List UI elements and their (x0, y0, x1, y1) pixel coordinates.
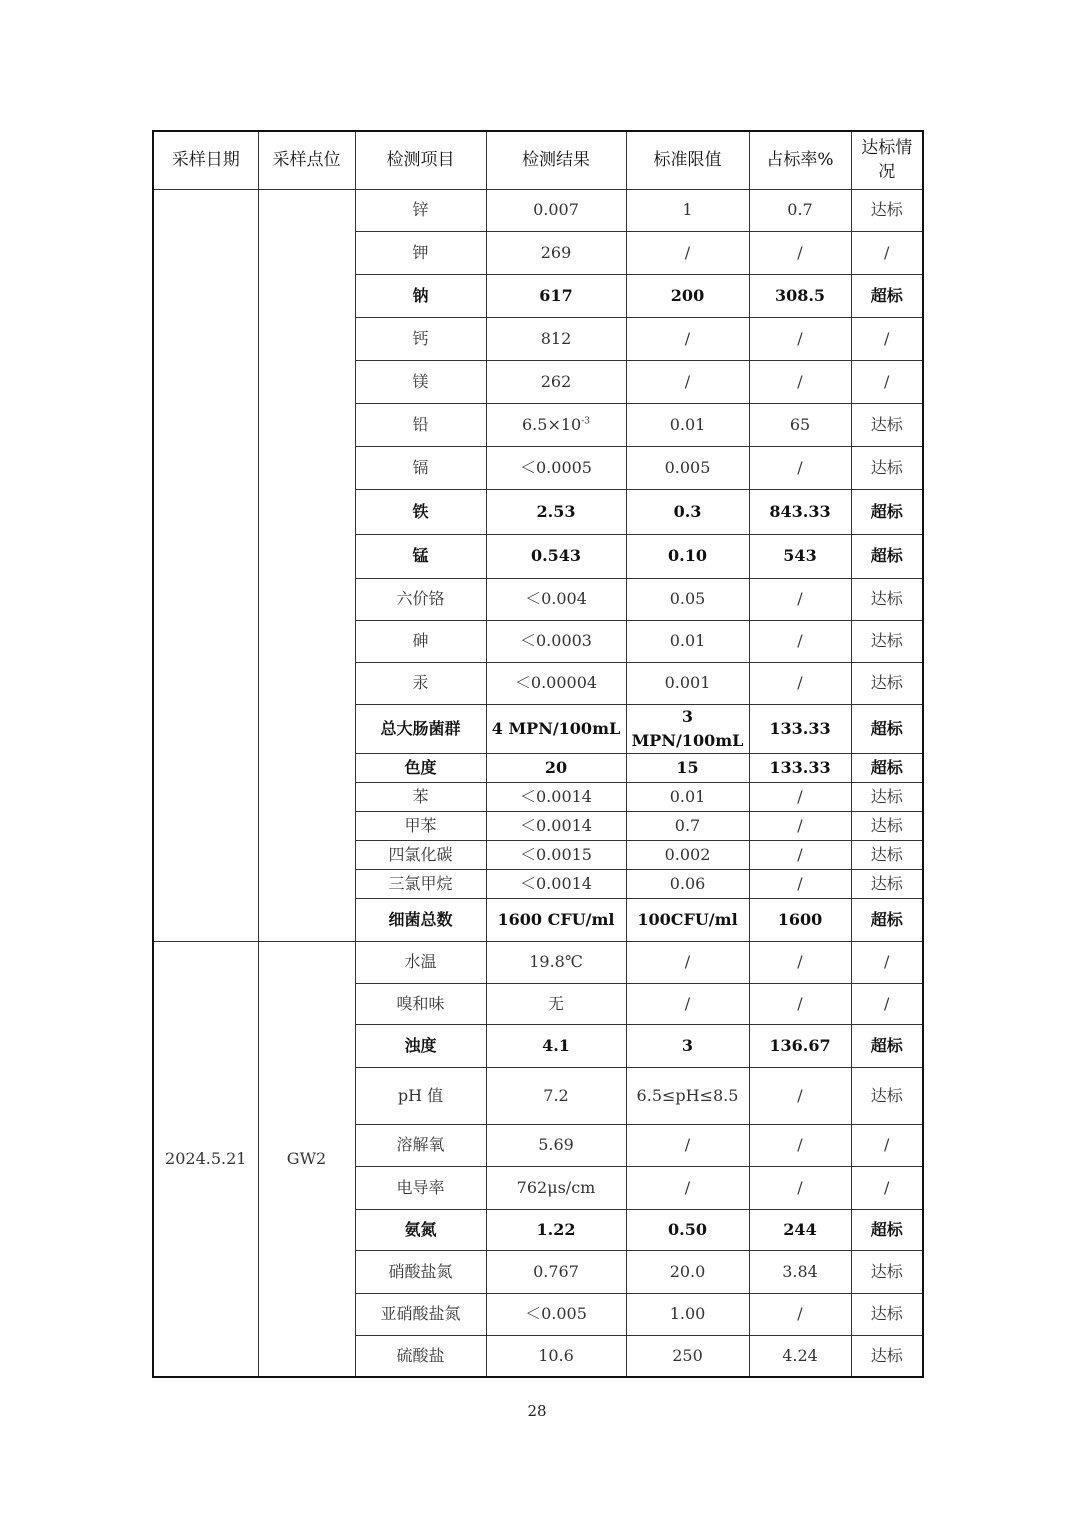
item-cell: 汞 (355, 662, 486, 704)
limit-cell: 0.7 (626, 811, 749, 840)
limit-cell: 20.0 (626, 1250, 749, 1293)
result-cell: ＜0.0003 (486, 620, 626, 662)
limit-cell: 0.002 (626, 840, 749, 869)
table-row (153, 941, 923, 983)
status-cell: 达标 (851, 811, 923, 840)
item-cell: 锌 (355, 189, 486, 231)
limit-cell: 200 (626, 274, 749, 317)
sampling-site-cell: GW2 (258, 941, 355, 1377)
limit-cell: 250 (626, 1335, 749, 1377)
status-cell: / (851, 360, 923, 403)
result-cell: ＜0.005 (486, 1293, 626, 1335)
limit-cell: 3 MPN/100mL (626, 704, 749, 753)
ratio-cell: / (749, 840, 851, 869)
status-cell: / (851, 941, 923, 983)
ratio-cell: 3.84 (749, 1250, 851, 1293)
status-cell: 达标 (851, 446, 923, 489)
ratio-cell: / (749, 869, 851, 898)
limit-cell: 0.3 (626, 489, 749, 534)
item-cell: 镉 (355, 446, 486, 489)
ratio-cell: / (749, 782, 851, 811)
result-cell: 269 (486, 231, 626, 274)
ratio-cell: / (749, 1067, 851, 1124)
ratio-cell: / (749, 1293, 851, 1335)
ratio-cell: / (749, 578, 851, 620)
status-cell: 达标 (851, 578, 923, 620)
ratio-cell: 65 (749, 403, 851, 446)
result-cell: 262 (486, 360, 626, 403)
status-cell: 达标 (851, 840, 923, 869)
status-cell: / (851, 1124, 923, 1166)
ratio-cell: / (749, 941, 851, 983)
item-cell: 浊度 (355, 1024, 486, 1067)
result-cell: 0.007 (486, 189, 626, 231)
status-cell: 达标 (851, 403, 923, 446)
result-cell: 812 (486, 317, 626, 360)
item-cell: 锰 (355, 534, 486, 578)
sampling-date-cell: 2024.5.21 (153, 941, 258, 1377)
status-cell: 超标 (851, 1209, 923, 1250)
item-cell: 硝酸盐氮 (355, 1250, 486, 1293)
limit-cell: / (626, 1124, 749, 1166)
result-value: 6.5×10 (522, 414, 582, 434)
limit-cell: / (626, 983, 749, 1024)
limit-cell: 0.001 (626, 662, 749, 704)
status-cell: / (851, 983, 923, 1024)
limit-cell: 0.05 (626, 578, 749, 620)
status-cell: 超标 (851, 489, 923, 534)
status-cell: 达标 (851, 869, 923, 898)
status-cell: 超标 (851, 898, 923, 941)
status-cell: 超标 (851, 753, 923, 782)
ratio-cell: 843.33 (749, 489, 851, 534)
limit-cell: 0.50 (626, 1209, 749, 1250)
table-row (153, 189, 923, 231)
item-cell: 亚硝酸盐氮 (355, 1293, 486, 1335)
ratio-cell: / (749, 811, 851, 840)
limit-cell: / (626, 1166, 749, 1209)
ratio-cell: / (749, 317, 851, 360)
ratio-cell: 244 (749, 1209, 851, 1250)
status-cell: / (851, 317, 923, 360)
item-cell: 镁 (355, 360, 486, 403)
result-cell: ＜0.004 (486, 578, 626, 620)
item-cell: 六价铬 (355, 578, 486, 620)
header-sampling-date: 采样日期 (153, 131, 258, 189)
result-cell: 5.69 (486, 1124, 626, 1166)
status-cell: 达标 (851, 782, 923, 811)
result-cell: 4 MPN/100mL (486, 704, 626, 753)
item-cell: 三氯甲烷 (355, 869, 486, 898)
item-cell: 电导率 (355, 1166, 486, 1209)
ratio-cell: 308.5 (749, 274, 851, 317)
header-test-item: 检测项目 (355, 131, 486, 189)
status-cell: 达标 (851, 1293, 923, 1335)
status-cell: 达标 (851, 189, 923, 231)
result-cell: 7.2 (486, 1067, 626, 1124)
limit-cell: 100CFU/ml (626, 898, 749, 941)
ratio-cell: / (749, 231, 851, 274)
item-cell: pH 值 (355, 1067, 486, 1124)
ratio-cell: 0.7 (749, 189, 851, 231)
ratio-cell: 133.33 (749, 753, 851, 782)
limit-cell: 1 (626, 189, 749, 231)
result-cell: 10.6 (486, 1335, 626, 1377)
ratio-cell: / (749, 983, 851, 1024)
limit-cell: 1.00 (626, 1293, 749, 1335)
ratio-cell: 4.24 (749, 1335, 851, 1377)
status-cell: 超标 (851, 1024, 923, 1067)
status-cell: 达标 (851, 620, 923, 662)
item-cell: 细菌总数 (355, 898, 486, 941)
sampling-site-cell (258, 189, 355, 941)
ratio-cell: / (749, 446, 851, 489)
result-cell: ＜0.0005 (486, 446, 626, 489)
item-cell: 钾 (355, 231, 486, 274)
item-cell: 氨氮 (355, 1209, 486, 1250)
limit-cell: / (626, 360, 749, 403)
result-cell: 4.1 (486, 1024, 626, 1067)
header-sampling-site: 采样点位 (258, 131, 355, 189)
result-cell: ＜0.0014 (486, 869, 626, 898)
header-standard-limit: 标准限值 (626, 131, 749, 189)
item-cell: 四氯化碳 (355, 840, 486, 869)
status-cell: / (851, 231, 923, 274)
result-cell: 762μs/cm (486, 1166, 626, 1209)
ratio-cell: 133.33 (749, 704, 851, 753)
header-test-result: 检测结果 (486, 131, 626, 189)
result-cell: 1600 CFU/ml (486, 898, 626, 941)
result-cell: ＜0.0015 (486, 840, 626, 869)
item-cell: 色度 (355, 753, 486, 782)
item-cell: 嗅和味 (355, 983, 486, 1024)
result-exponent: -3 (581, 416, 590, 427)
status-cell: / (851, 1166, 923, 1209)
ratio-cell: / (749, 620, 851, 662)
item-cell: 水温 (355, 941, 486, 983)
result-cell: 0.767 (486, 1250, 626, 1293)
header-ratio: 占标率% (749, 131, 851, 189)
limit-cell: 0.10 (626, 534, 749, 578)
result-cell: 19.8℃ (486, 941, 626, 983)
status-cell: 达标 (851, 1335, 923, 1377)
ratio-cell: 136.67 (749, 1024, 851, 1067)
result-cell: 无 (486, 983, 626, 1024)
sampling-date-cell (153, 189, 258, 941)
limit-cell: 0.01 (626, 782, 749, 811)
status-cell: 超标 (851, 704, 923, 753)
limit-cell: 6.5≤pH≤8.5 (626, 1067, 749, 1124)
limit-cell: 3 (626, 1024, 749, 1067)
ratio-cell: / (749, 1124, 851, 1166)
ratio-cell: 1600 (749, 898, 851, 941)
item-cell: 钙 (355, 317, 486, 360)
limit-cell: / (626, 231, 749, 274)
page-number: 28 (527, 1402, 547, 1420)
item-cell: 硫酸盐 (355, 1335, 486, 1377)
limit-cell: 0.06 (626, 869, 749, 898)
ratio-cell: / (749, 1166, 851, 1209)
result-cell: 617 (486, 274, 626, 317)
status-cell: 超标 (851, 274, 923, 317)
result-cell: 0.543 (486, 534, 626, 578)
water-quality-table (152, 130, 924, 1378)
result-cell: ＜0.00004 (486, 662, 626, 704)
item-cell: 钠 (355, 274, 486, 317)
ratio-cell: / (749, 360, 851, 403)
limit-cell: 0.01 (626, 620, 749, 662)
ratio-cell: / (749, 662, 851, 704)
result-cell: 1.22 (486, 1209, 626, 1250)
limit-cell: 15 (626, 753, 749, 782)
status-cell: 超标 (851, 534, 923, 578)
ratio-cell: 543 (749, 534, 851, 578)
limit-cell: / (626, 317, 749, 360)
result-cell: ＜0.0014 (486, 782, 626, 811)
header-compliance: 达标情况 (851, 131, 923, 189)
item-cell: 溶解氧 (355, 1124, 486, 1166)
item-cell: 甲苯 (355, 811, 486, 840)
item-cell: 砷 (355, 620, 486, 662)
limit-cell: / (626, 941, 749, 983)
item-cell: 苯 (355, 782, 486, 811)
result-cell: ＜0.0014 (486, 811, 626, 840)
item-cell: 铅 (355, 403, 486, 446)
status-cell: 达标 (851, 662, 923, 704)
result-cell (486, 403, 626, 446)
limit-cell: 0.005 (626, 446, 749, 489)
result-cell: 20 (486, 753, 626, 782)
item-cell: 总大肠菌群 (355, 704, 486, 753)
limit-cell: 0.01 (626, 403, 749, 446)
header-row (153, 131, 923, 189)
status-cell: 达标 (851, 1067, 923, 1124)
result-cell: 2.53 (486, 489, 626, 534)
status-cell: 达标 (851, 1250, 923, 1293)
item-cell: 铁 (355, 489, 486, 534)
